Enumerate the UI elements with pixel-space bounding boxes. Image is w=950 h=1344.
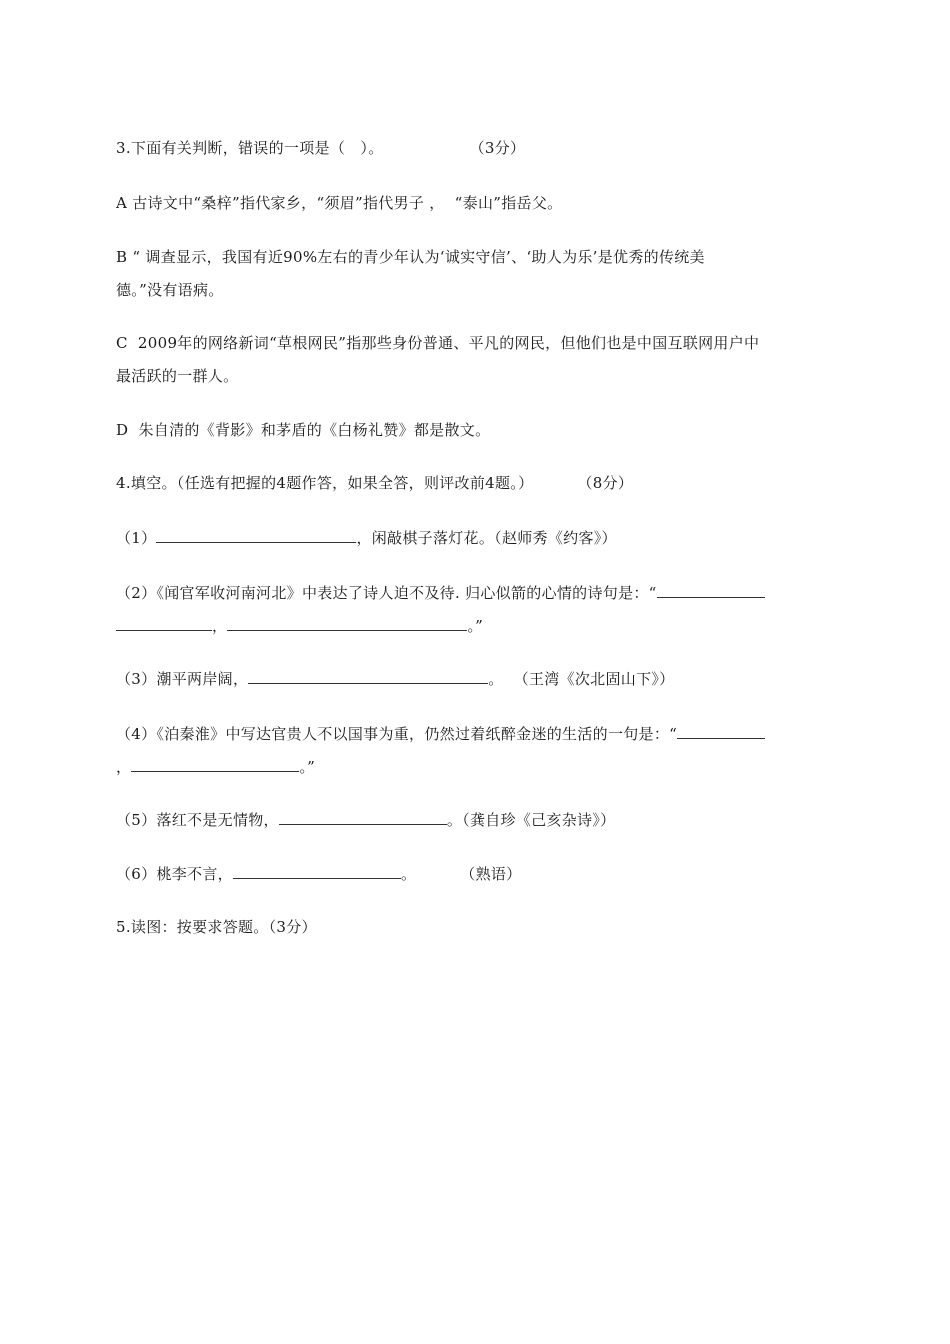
q3-option-b-line1: B “ 调查显示，我国有近90%左右的青少年认为‘诚实守信’、‘助人为乐’是优秀的传统美 — [116, 248, 705, 266]
answer-blank-6[interactable] — [233, 863, 401, 879]
q4-score: （8分） — [577, 474, 634, 492]
q4-item-1-text: ，闲敲棋子落灯花。（赵师秀《约客》） — [356, 529, 617, 547]
q3-option-c-line1: C 2009年的网络新词“草根网民”指那些身份普通、平凡的网民，但他们也是中国互联网用户中 — [116, 334, 760, 352]
q3-option-b-line2: 德。”没有语病。 — [116, 281, 224, 299]
q4-item-5-after: 。（龚自珍《己亥杂诗》） — [446, 811, 616, 829]
q4-item-4-text: （4）《泊秦淮》中写达官贵人不以国事为重，仍然过着纸醉金迷的生活的一句是：“ — [116, 725, 678, 743]
answer-blank-2c[interactable] — [227, 615, 467, 631]
answer-blank-4a[interactable] — [677, 723, 765, 739]
q4-item-4-line1 — [116, 723, 765, 744]
q4-item-6-after: 。 — [400, 865, 417, 883]
q4-item-1 — [116, 527, 617, 548]
q3-stem-line — [116, 138, 525, 158]
answer-blank-2b[interactable] — [116, 615, 212, 631]
q4-item-6-text: （6）桃李不言， — [116, 865, 233, 883]
q4-item-2-line2 — [116, 615, 483, 636]
q4-item-4-end: 。” — [299, 758, 316, 776]
q4-item-2-comma: ， — [212, 617, 228, 635]
q4-item-3-after: 。 （王湾《次北固山下》） — [488, 670, 675, 688]
q3-score: （3分） — [469, 139, 526, 157]
answer-blank-4b[interactable] — [131, 756, 299, 772]
q4-item-2-text: （2）《闻官军收河南河北》中表达了诗人迫不及待. 归心似箭的心情的诗句是：“ — [116, 584, 657, 602]
q4-item-1-number: （1） — [116, 529, 157, 547]
answer-blank-2a[interactable] — [657, 582, 765, 598]
answer-blank-3[interactable] — [248, 668, 488, 684]
q4-item-5-text: （5）落红不是无情物， — [116, 811, 279, 829]
q4-item-3-text: （3）潮平两岸阔， — [116, 670, 249, 688]
answer-blank-1[interactable] — [156, 527, 356, 543]
q4-stem: 4.填空。（任选有把握的4题作答，如果全答，则评改前4题。） — [116, 474, 534, 492]
q3-option-a: A 古诗文中“桑梓”指代家乡，“须眉”指代男子 ， “泰山”指岳父。 — [116, 194, 563, 212]
q5-stem: 5.读图：按要求答题。（3分） — [116, 918, 317, 936]
q4-item-2-line1 — [116, 582, 765, 603]
q4-item-4-comma: ， — [116, 758, 132, 776]
q3-option-c-line2: 最活跃的一群人。 — [116, 367, 239, 385]
q4-item-3 — [116, 668, 675, 689]
q4-item-5 — [116, 809, 615, 830]
q4-item-6-note: （熟语） — [460, 865, 522, 883]
q3-stem: 3.下面有关判断，错误的一项是（ ）。 — [116, 139, 384, 157]
q4-item-2-end: 。” — [467, 617, 484, 635]
q4-item-6 — [116, 863, 521, 884]
q4-item-4-line2 — [116, 756, 315, 777]
answer-blank-5[interactable] — [279, 809, 447, 825]
q3-option-d: D 朱自清的《背影》和茅盾的《白杨礼赞》都是散文。 — [116, 421, 491, 439]
q4-stem-line — [116, 473, 633, 493]
